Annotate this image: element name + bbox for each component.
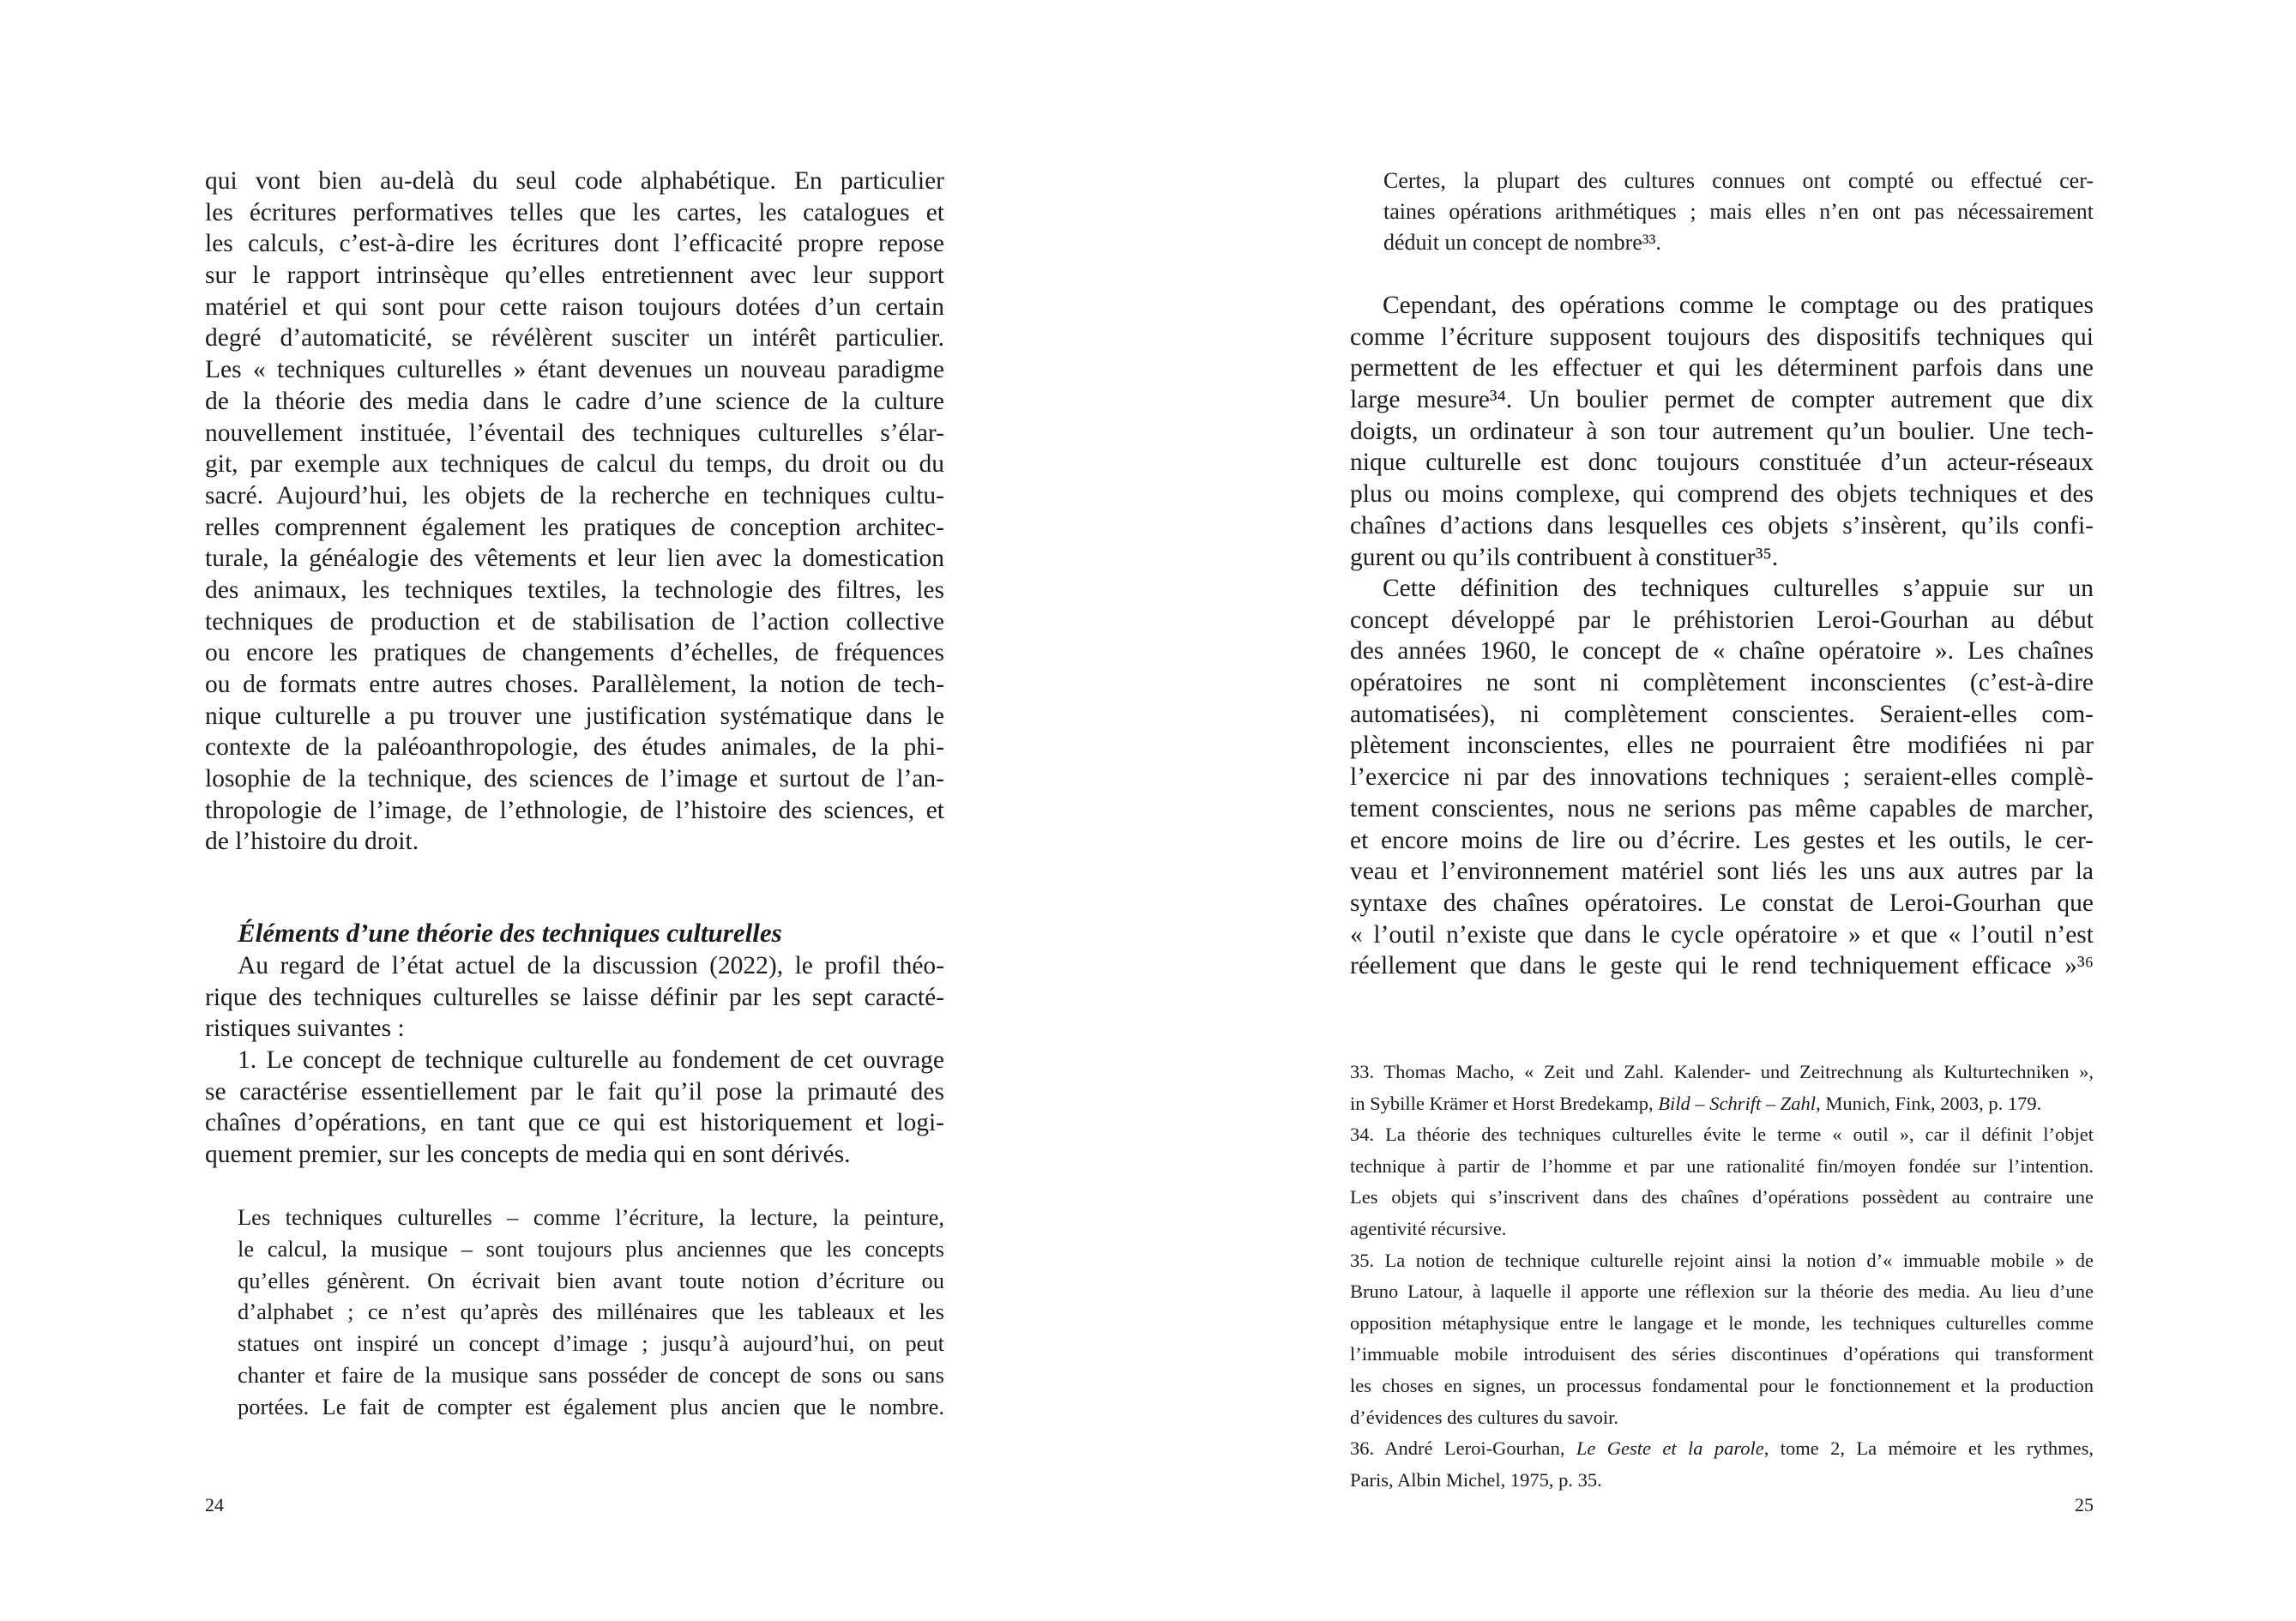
text-line: plus ou moins complexe, qui comprend des objets techniques et des bbox=[1350, 480, 2094, 509]
footnote-line bbox=[1350, 1057, 2094, 1088]
text-line: veau et l’environnement matériel sont liés les uns aux autres par la bbox=[1350, 858, 2094, 886]
footnote-text: Les objets qui s’inscrivent dans des chaînes d’opérations possèdent au contraire une bbox=[1350, 1186, 2094, 1208]
text-line: nique culturelle est donc toujours constituée d’un acteur-réseaux bbox=[1350, 449, 2094, 477]
text-line: « l’outil n’existe que dans le cycle opératoire » et que « l’outil n’est bbox=[1350, 920, 2094, 949]
left-paragraph-3 bbox=[205, 1045, 944, 1171]
text-line: plètement inconscientes, elles ne pourraient être modifiées ni par bbox=[1350, 732, 2094, 760]
right-paragraph-1 bbox=[1350, 290, 2094, 573]
text-line: 1. Le concept de technique culturelle au fondement de cet ouvrage bbox=[238, 1046, 944, 1074]
footnote-text: 35. La notion de technique culturelle rejoint ainsi la notion d’« immuable mobile » de bbox=[1350, 1249, 2094, 1271]
text-line: et encore moins de lire ou d’écrire. Les gestes et les outils, le cer- bbox=[1350, 826, 2094, 854]
text-line: statues ont inspiré un concept d’image ; jusqu’à aujourd’hui, on peut bbox=[238, 1330, 944, 1357]
text-line: de la théorie des media dans le cadre d’une science de la culture bbox=[205, 387, 944, 415]
footnote-text: d’évidences des cultures du savoir. bbox=[1350, 1406, 1619, 1428]
text-line: relles comprennent également les pratiques de conception architec- bbox=[205, 513, 944, 541]
text-line: degré d’automaticité, se révélèrent susciter un intérêt particulier. bbox=[205, 324, 944, 353]
left-paragraph-2 bbox=[205, 950, 944, 1045]
text-line: automatisées), ni complètement conscientes. Seraient-elles com- bbox=[1350, 700, 2094, 728]
text-line: sacré. Aujourd’hui, les objets de la recherche en techniques cultu- bbox=[205, 481, 944, 509]
text-line: déduit un concept de nombre³³. bbox=[1383, 229, 1661, 255]
text-line: comme l’écriture supposent toujours des dispositifs techniques qui bbox=[1350, 322, 2094, 351]
text-line: l’exercice ni par des innovations techniques ; seraient-elles complè- bbox=[1350, 763, 2094, 792]
text-line: syntaxe des chaînes opératoires. Le constat de Leroi-Gourhan que bbox=[1350, 889, 2094, 917]
text-line: des années 1960, le concept de « chaîne opératoire ». Les chaînes bbox=[1350, 637, 2094, 666]
footnote-line bbox=[1350, 1182, 2094, 1214]
text-line: contexte de la paléoanthropologie, des études animales, de la phi- bbox=[205, 733, 944, 762]
footnote-text: , tome 2, La mémoire et les rythmes, bbox=[1763, 1437, 2094, 1460]
text-line: ou encore les pratiques de changements d’échelles, de fréquences bbox=[205, 639, 944, 667]
text-line: les écritures performatives telles que les cartes, les catalogues et bbox=[205, 198, 944, 226]
footnote-line bbox=[1350, 1214, 2094, 1245]
text-line: thropologie de l’image, de l’ethnologie, de l’histoire des sciences, et bbox=[205, 796, 944, 824]
text-line: le calcul, la musique – sont toujours plus anciennes que les concepts bbox=[238, 1235, 944, 1262]
footnote-text: agentivité récursive. bbox=[1350, 1217, 1507, 1239]
text-line: matériel et qui sont pour cette raison toujours dotées d’un certain bbox=[205, 292, 944, 321]
text-line: chaînes d’actions dans lesquelles ces objets s’insèrent, qu’ils confi- bbox=[1350, 511, 2094, 539]
text-line: large mesure³⁴. Un boulier permet de compter autrement que dix bbox=[1350, 386, 2094, 414]
text-line: rique des techniques culturelles se laisse définir par les sept caracté- bbox=[205, 983, 944, 1011]
text-line: turale, la généalogie des vêtements et leur lien avec la domestication bbox=[205, 545, 944, 573]
page-number-right: 25 bbox=[2075, 1494, 2094, 1516]
footnote-line bbox=[1350, 1308, 2094, 1340]
text-line: ristiques suivantes : bbox=[205, 1015, 405, 1043]
text-line: chanter et faire de la musique sans posséder de concept de sons ou sans bbox=[238, 1361, 944, 1388]
footnote-line bbox=[1350, 1088, 2094, 1120]
footnote-text: l’immuable mobile introduisent des séries discontinues d’opérations qui transforment bbox=[1350, 1343, 2094, 1365]
text-line: ou de formats entre autres choses. Parallèlement, la notion de tech- bbox=[205, 671, 944, 698]
text-line: opératoires ne sont ni complètement inconscientes (c’est-à-dire bbox=[1350, 669, 2094, 697]
text-line: tement conscientes, nous ne serions pas même capables de marcher, bbox=[1350, 794, 2094, 823]
text-line: de l’histoire du droit. bbox=[205, 828, 419, 856]
footnote-line bbox=[1350, 1151, 2094, 1183]
footnote-line bbox=[1350, 1371, 2094, 1402]
section-heading: Éléments d’une théorie des techniques culturelles bbox=[238, 918, 782, 948]
left-block-quote bbox=[238, 1202, 944, 1423]
footnote-line bbox=[1350, 1119, 2094, 1151]
text-line: losophie de la technique, des sciences de l’image et surtout de l’an- bbox=[205, 765, 944, 793]
text-line: les calculs, c’est-à-dire les écritures dont l’efficacité propre repose bbox=[205, 230, 944, 258]
text-line: portées. Le fait de compter est également plus ancien que le nombre. bbox=[238, 1393, 944, 1419]
footnote-line bbox=[1350, 1276, 2094, 1308]
footnote-text: 34. La théorie des techniques culturelles évite le terme « outil », car il définit l’objet bbox=[1350, 1124, 2094, 1146]
footnote-text: Bruno Latour, à laquelle il apporte une réflexion sur la théorie des media. Au lieu d’une bbox=[1350, 1281, 2094, 1303]
text-line: d’alphabet ; ce n’est qu’après des millénaires que les tableaux et les bbox=[238, 1299, 944, 1325]
text-line: chaînes d’opérations, en tant que ce qui est historiquement et logi- bbox=[205, 1109, 944, 1137]
text-line: Les techniques culturelles – comme l’écriture, la lecture, la peinture, bbox=[238, 1204, 944, 1230]
footnote-title: Bild – Schrift – Zahl bbox=[1658, 1092, 1817, 1114]
footnote-line bbox=[1350, 1402, 2094, 1434]
text-line: des animaux, les techniques textiles, la technologie des filtres, les bbox=[205, 575, 944, 604]
right-paragraph-2 bbox=[1350, 573, 2094, 982]
text-line: sur le rapport intrinsèque qu’elles entretiennent avec leur support bbox=[205, 262, 944, 290]
footnote-text: Paris, Albin Michel, 1975, p. 35. bbox=[1350, 1468, 1602, 1491]
text-line: gurent ou qu’ils contribuent à constituer³⁵. bbox=[1350, 543, 1779, 571]
text-line: nique culturelle a pu trouver une justification systématique dans le bbox=[205, 702, 944, 730]
footnote-text: technique à partir de l’homme et par une rationalité fin/moyen fondée sur l’intention. bbox=[1350, 1154, 2094, 1177]
footnote-line bbox=[1350, 1465, 2094, 1497]
text-line: git, par exemple aux techniques de calcul du temps, du droit ou du bbox=[205, 450, 944, 479]
text-line: quement premier, sur les concepts de media qui en sont dérivés. bbox=[205, 1141, 851, 1169]
right-block-quote bbox=[1383, 166, 2094, 257]
text-line: nouvellement instituée, l’éventail des techniques culturelles s’élar- bbox=[205, 419, 944, 447]
footnote-line bbox=[1350, 1339, 2094, 1371]
footnote-title: Le Geste et la parole bbox=[1576, 1437, 1764, 1460]
text-line: se caractérise essentiellement par le fait qu’il pose la primauté des bbox=[205, 1077, 944, 1106]
text-line: Les « techniques culturelles » étant devenues un nouveau paradigme bbox=[205, 356, 944, 384]
text-line: qu’elles génèrent. On écrivait bien avant toute notion d’écriture ou bbox=[238, 1267, 944, 1293]
footnote-line bbox=[1350, 1245, 2094, 1277]
footnote-text: 33. Thomas Macho, « Zeit und Zahl. Kalender- und Zeitrechnung als Kulturtechniken », bbox=[1350, 1061, 2094, 1082]
text-line: qui vont bien au-delà du seul code alphabétique. En particulier bbox=[205, 167, 944, 195]
text-line: réellement que dans le geste qui le rend techniquement efficace »³⁶ bbox=[1350, 952, 2094, 980]
left-paragraph-1 bbox=[205, 166, 944, 858]
text-line: Au regard de l’état actuel de la discussion (2022), le profil théo- bbox=[238, 952, 944, 979]
text-line: Certes, la plupart des cultures connues ont compté ou effectué cer- bbox=[1383, 168, 2094, 193]
footnote-text: les choses en signes, un processus fondamental pour le fonctionnement et la production bbox=[1350, 1374, 2094, 1396]
text-line: concept développé par le préhistorien Leroi-Gourhan au début bbox=[1350, 606, 2094, 634]
text-line: Cette définition des techniques culturelles s’appuie sur un bbox=[1383, 575, 2094, 602]
footnotes bbox=[1350, 1057, 2094, 1496]
text-line: permettent de les effectuer et qui les déterminent parfois dans une bbox=[1350, 354, 2094, 383]
text-line: doigts, un ordinateur à son tour autrement qu’un boulier. Une tech- bbox=[1350, 417, 2094, 445]
text-line: taines opérations arithmétiques ; mais elles n’en ont pas nécessairement bbox=[1383, 198, 2094, 224]
footnote-text: in Sybille Krämer et Horst Bredekamp, bbox=[1350, 1092, 1659, 1114]
page-number-left: 24 bbox=[205, 1494, 224, 1516]
footnote-text: , Munich, Fink, 2003, p. 179. bbox=[1816, 1092, 2042, 1114]
text-line: Cependant, des opérations comme le comptage ou des pratiques bbox=[1383, 292, 2094, 319]
footnote-text: 36. André Leroi-Gourhan, bbox=[1350, 1437, 1576, 1460]
text-line: techniques de production et de stabilisation de l’action collective bbox=[205, 607, 944, 636]
footnote-line bbox=[1350, 1433, 2094, 1465]
footnote-text: opposition métaphysique entre le langage et le monde, les techniques culturelles comme bbox=[1350, 1311, 2094, 1334]
